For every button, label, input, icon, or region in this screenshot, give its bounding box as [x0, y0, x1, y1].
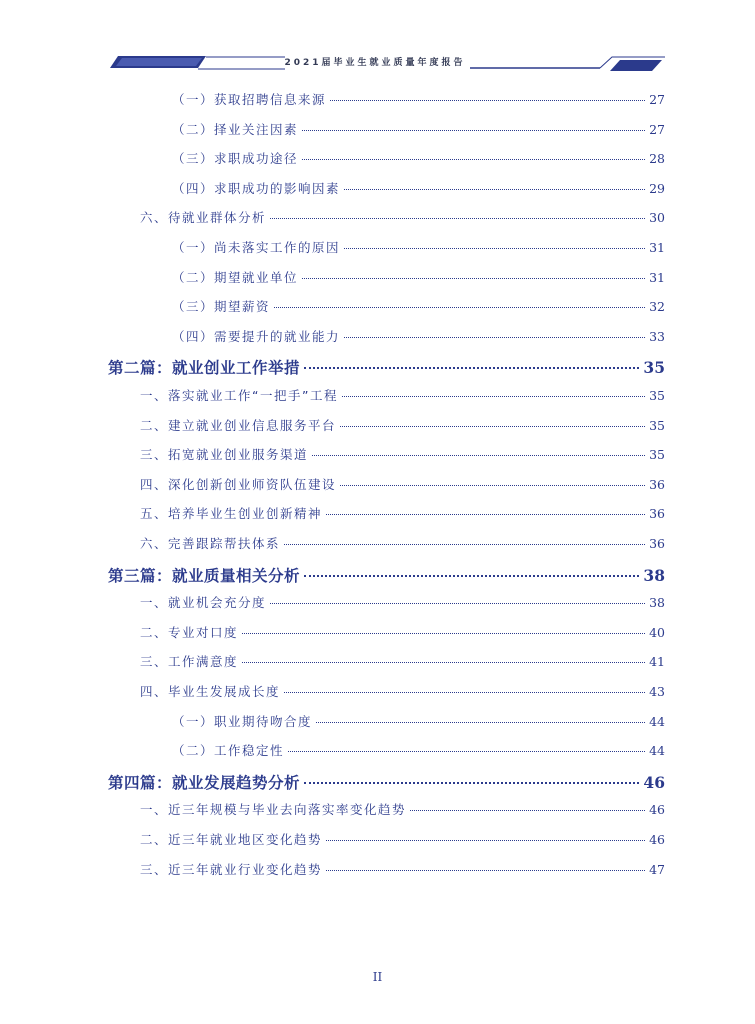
- toc-entry-label: 三、近三年就业行业变化趋势: [140, 861, 323, 877]
- toc-leader-dots: [342, 396, 645, 397]
- toc-entry-label: （三）期望薪资: [172, 299, 271, 315]
- toc-page-number: 47: [649, 861, 665, 877]
- toc-page-number: 36: [649, 506, 665, 522]
- toc-page-number: 32: [649, 299, 665, 315]
- toc-part-heading[interactable]: [108, 564, 665, 586]
- toc-leader-dots: [340, 426, 645, 427]
- toc-page-number: 30: [649, 210, 665, 226]
- toc-entry-label: 一、就业机会充分度: [140, 595, 267, 611]
- toc-page-number: 40: [649, 624, 665, 640]
- toc-entry-label: （一）获取招聘信息来源: [172, 92, 327, 107]
- toc-leader-dots: [274, 307, 645, 308]
- toc-leader-dots: [302, 278, 645, 279]
- toc-entry-label: 二、专业对口度: [140, 624, 239, 640]
- toc-leader-dots: [304, 782, 639, 784]
- toc-entry-label: （一）尚未落实工作的原因: [172, 240, 341, 255]
- toc-part-heading[interactable]: [108, 771, 665, 793]
- toc-entry-label: 六、完善跟踪帮扶体系: [140, 536, 281, 551]
- toc-leader-dots: [304, 367, 639, 369]
- toc-leader-dots: [304, 575, 639, 577]
- toc-entry[interactable]: [172, 712, 665, 730]
- toc-entry-label: 第三篇：就业质量相关分析: [108, 566, 301, 585]
- toc-page-number: 38: [649, 595, 665, 611]
- toc-page-number: 27: [649, 92, 665, 107]
- toc-entry[interactable]: [172, 90, 665, 108]
- toc-page-number: 36: [649, 536, 665, 551]
- toc-entry-label: （四）求职成功的影响因素: [172, 180, 341, 196]
- toc-leader-dots: [242, 633, 645, 634]
- toc-entry-label: 五、培养毕业生创业创新精神: [140, 506, 323, 522]
- toc-leader-dots: [326, 840, 645, 841]
- toc-entry[interactable]: [140, 475, 665, 493]
- toc-leader-dots: [340, 485, 645, 486]
- toc-entry-label: 三、工作满意度: [140, 654, 239, 670]
- toc-page-number: 35: [649, 388, 665, 403]
- toc-entry[interactable]: [140, 208, 665, 226]
- toc-leader-dots: [270, 603, 645, 604]
- toc-page-number: 43: [649, 684, 665, 699]
- toc-entry[interactable]: [172, 238, 665, 256]
- toc-entry-label: （一）职业期待吻合度: [172, 713, 313, 729]
- toc-page-number: 38: [643, 565, 665, 585]
- toc-entry[interactable]: [140, 416, 665, 434]
- toc-leader-dots: [302, 130, 645, 131]
- toc-leader-dots: [344, 248, 645, 249]
- toc-entry[interactable]: [140, 682, 665, 700]
- toc-entry-label: 三、拓宽就业创业服务渠道: [140, 447, 309, 463]
- toc-leader-dots: [242, 662, 645, 663]
- toc-leader-dots: [316, 722, 645, 723]
- toc-leader-dots: [326, 870, 645, 871]
- toc-entry-label: 二、建立就业创业信息服务平台: [140, 417, 337, 433]
- toc-leader-dots: [312, 455, 645, 456]
- toc-leader-dots: [330, 100, 645, 101]
- toc-entry[interactable]: [172, 179, 665, 197]
- toc-page-number: 35: [643, 358, 665, 378]
- toc-entry[interactable]: [172, 149, 665, 167]
- toc-leader-dots: [344, 189, 645, 190]
- header-title: 2021届毕业生就业质量年度报告: [284, 58, 466, 68]
- toc-entry[interactable]: [140, 830, 665, 848]
- toc-entry[interactable]: [140, 800, 665, 818]
- toc-entry[interactable]: [140, 504, 665, 522]
- toc-entry-label: 二、近三年就业地区变化趋势: [140, 832, 323, 847]
- toc-leader-dots: [344, 337, 645, 338]
- toc-page-number: 28: [649, 151, 665, 167]
- toc-leader-dots: [270, 218, 645, 219]
- toc-entry[interactable]: [172, 327, 665, 345]
- toc-entry[interactable]: [140, 593, 665, 611]
- toc-entry[interactable]: [172, 268, 665, 286]
- toc-page-number: 31: [649, 240, 665, 255]
- toc-entry-label: （三）求职成功途径: [172, 151, 299, 167]
- toc-entry[interactable]: [172, 741, 665, 759]
- toc-entry-label: （二）择业关注因素: [172, 121, 299, 137]
- toc-entry-label: 一、落实就业工作“一把手”工程: [140, 388, 338, 403]
- toc-entry-label: 一、近三年规模与毕业去向落实率变化趋势: [140, 802, 407, 818]
- page-header: [0, 44, 755, 80]
- toc-page-number: 46: [649, 802, 665, 818]
- toc-page-number: 31: [649, 269, 665, 285]
- toc-leader-dots: [410, 810, 645, 811]
- toc-page-number: 36: [649, 476, 665, 492]
- toc-leader-dots: [284, 544, 645, 545]
- toc-page-number: 44: [649, 713, 665, 729]
- toc-entry[interactable]: [140, 534, 665, 552]
- toc-leader-dots: [302, 159, 645, 160]
- toc-page-number: 46: [643, 772, 665, 792]
- toc-page-number: 46: [649, 832, 665, 847]
- toc-page-number: 27: [649, 121, 665, 137]
- toc-entry-label: 四、毕业生发展成长度: [140, 684, 281, 699]
- toc-part-heading[interactable]: [108, 356, 665, 378]
- toc-page-number: 29: [649, 180, 665, 196]
- toc-entry-label: （四）需要提升的就业能力: [172, 328, 341, 344]
- toc-page-number: 35: [649, 417, 665, 433]
- toc-page-number: 44: [649, 743, 665, 759]
- toc-entry-label: 第四篇：就业发展趋势分析: [108, 773, 301, 792]
- toc-entry[interactable]: [140, 623, 665, 641]
- toc-entry-label: （二）工作稳定性: [172, 743, 285, 759]
- toc-leader-dots: [284, 692, 645, 693]
- toc-entry-label: （二）期望就业单位: [172, 269, 299, 285]
- toc-entry-label: 六、待就业群体分析: [140, 210, 267, 226]
- toc-entry-label: 第二篇：就业创业工作举措: [108, 359, 301, 378]
- toc-page-number: 35: [649, 447, 665, 463]
- toc-leader-dots: [326, 514, 645, 515]
- toc-entry[interactable]: [140, 386, 665, 404]
- toc-page-number: 33: [649, 328, 665, 344]
- toc-entry[interactable]: [140, 652, 665, 670]
- toc-entry[interactable]: [140, 445, 665, 463]
- page-number: II: [372, 970, 383, 984]
- toc-entry[interactable]: [172, 297, 665, 315]
- toc-entry-label: 四、深化创新创业师资队伍建设: [140, 476, 337, 492]
- toc-leader-dots: [288, 751, 645, 752]
- toc-entry[interactable]: [140, 860, 665, 878]
- toc-entry[interactable]: [172, 120, 665, 138]
- toc-page-number: 41: [649, 654, 665, 670]
